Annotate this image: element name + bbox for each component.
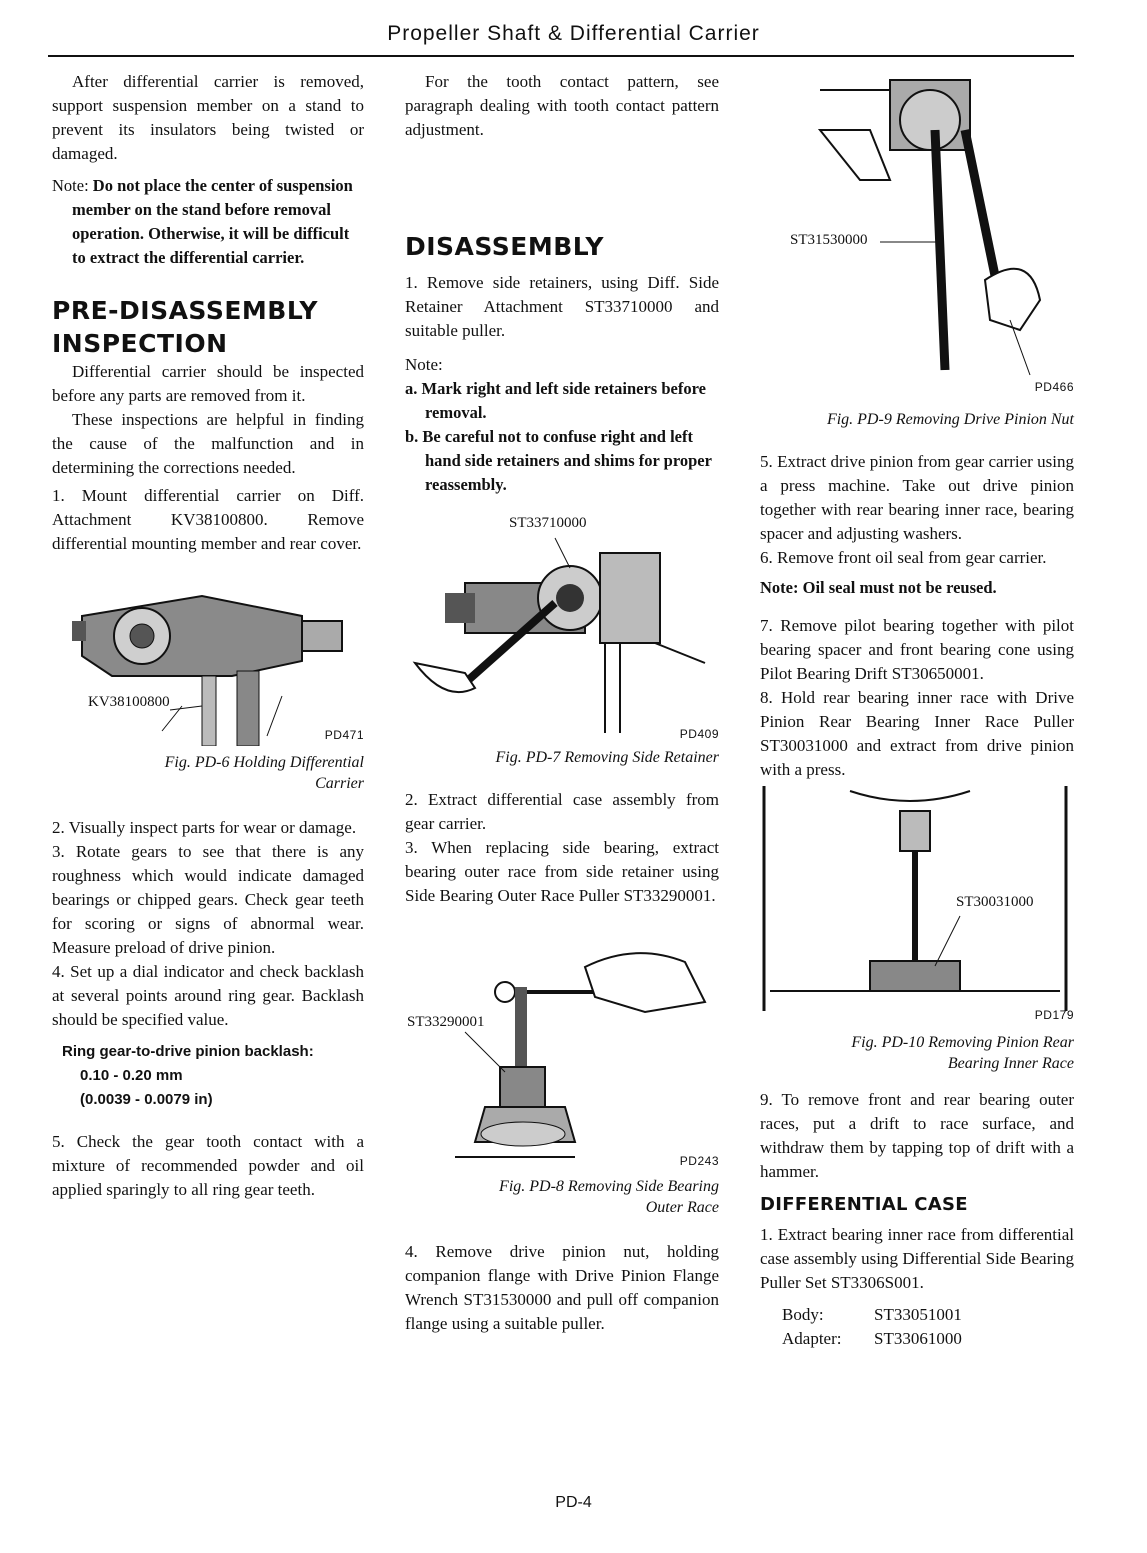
heading-line-1: PRE-DISASSEMBLY [52, 296, 318, 325]
step-9: 9. To remove front and rear bearing outer races, put a drift to race surface, and withdraw them by tapping top of drift with a hammer. [760, 1090, 1074, 1181]
step-3: 3. When replacing side bearing, extract bearing outer race from side retainer using Side Bearing Outer Race Puller ST33290001. [405, 838, 719, 905]
adapter-value: ST33061000 [874, 1329, 962, 1348]
step-4: 4. Remove drive pinion nut, holding companion flange with Drive Pinion Flange Wrench ST31530000 and pull off companion flange using a suitable puller. [405, 1242, 719, 1333]
step-1: 1. Extract bearing inner race from differential case assembly using Differential Side Bearing Puller Set ST3306S001. [760, 1225, 1074, 1292]
step-2: 2. Extract differential case assembly from gear carrier. [405, 790, 719, 833]
body-value: ST33051001 [874, 1305, 962, 1324]
outer-race-puller-illustration [405, 922, 719, 1172]
figure-code: PD179 [1034, 1008, 1074, 1022]
adapter-label: Adapter: [782, 1329, 842, 1348]
section-heading: DIFFERENTIAL CASE [760, 1194, 968, 1215]
figure-callout: ST31530000 [790, 232, 868, 248]
figure-callout: ST33290001 [407, 1014, 485, 1030]
section-heading: DISASSEMBLY [405, 232, 604, 261]
step-7: 7. Remove pilot bearing together with pilot bearing spacer and front bearing cone using Pilot Bearing Drift ST30650001. [760, 616, 1074, 683]
figure-pd6 [52, 576, 364, 746]
note [52, 174, 364, 270]
paragraph: For the tooth contact pattern, see paragraph dealing with tooth contact pattern adjustment. [405, 72, 719, 139]
figure-caption: Fig. PD-8 Removing Side Bearing Outer Race [499, 1178, 719, 1216]
differential-carrier-illustration [52, 576, 364, 746]
column-right [760, 70, 1074, 1351]
heading-line-2: INSPECTION [52, 329, 228, 358]
figure-pd7 [405, 513, 719, 743]
spec-in: (0.0039 - 0.0079 in) [80, 1091, 213, 1108]
spec-label: Ring gear-to-drive pinion backlash: [62, 1043, 314, 1060]
step-4: 4. Set up a dial indicator and check backlash at several points around ring gear. Backlash should be specified value. [52, 962, 364, 1029]
backlash-spec [52, 1040, 364, 1112]
step-2: 2. Visually inspect parts for wear or damage. [52, 818, 357, 837]
note-label: Note: [760, 578, 799, 597]
column-middle [405, 70, 719, 1336]
figure-caption: Fig. PD-10 Removing Pinion Rear Bearing Inner Race [851, 1034, 1074, 1072]
figure-pd10 [760, 786, 1074, 1026]
adapter-row [760, 1327, 1074, 1351]
step-5: 5. Check the gear tooth contact with a mixture of recommended powder and oil applied sparingly to all ring gear teeth. [52, 1132, 364, 1199]
figure-caption: Fig. PD-6 Holding Differential Carrier [164, 754, 364, 792]
figure-code: PD409 [679, 727, 719, 741]
note [760, 576, 1074, 600]
body-row [760, 1303, 1074, 1327]
step-5: 5. Extract drive pinion from gear carrier using a press machine. Take out drive pinion together with rear bearing inner race, bearing spacer and adjusting washers. [760, 452, 1074, 543]
note-label: Note: [405, 355, 443, 374]
body-label: Body: [782, 1305, 824, 1324]
note-text: Oil seal must not be reused. [802, 578, 997, 597]
side-retainer-illustration [405, 513, 719, 743]
spec-mm: 0.10 - 0.20 mm [80, 1067, 183, 1084]
note-text: Do not place the center of suspension member on the stand before removal operation. Otherwise, it will be difficult to extract the differential carrier. [72, 176, 353, 267]
page-header: Propeller Shaft & Differential Carrier [387, 22, 760, 45]
step-1: 1. Remove side retainers, using Diff. Side Retainer Attachment ST33710000 and suitable puller. [405, 273, 719, 340]
step-1: 1. Mount differential carrier on Diff. Attachment KV38100800. Remove differential mounting member and rear cover. [52, 486, 364, 553]
note-a: a. Mark right and left side retainers before removal. [405, 379, 706, 422]
figure-callout: KV38100800 [88, 694, 170, 710]
figure-code: PD466 [1034, 380, 1074, 394]
paragraph: Differential carrier should be inspected before any parts are removed from it. [52, 362, 364, 405]
figure-callout: ST30031000 [956, 894, 1034, 910]
figure-caption: Fig. PD-9 Removing Drive Pinion Nut [826, 411, 1074, 428]
note-label: Note: [52, 176, 89, 195]
header-rule [48, 55, 1074, 57]
figure-caption: Fig. PD-7 Removing Side Retainer [495, 749, 719, 766]
figure-code: PD243 [679, 1154, 719, 1168]
figure-callout: ST33710000 [509, 515, 587, 531]
step-8: 8. Hold rear bearing inner race with Drive Pinion Rear Bearing Inner Race Puller ST30031000 and extract from drive pinion with a press. [760, 688, 1074, 779]
column-left [52, 70, 364, 1202]
step-6: 6. Remove front oil seal from gear carrier. [760, 548, 1047, 567]
figure-code: PD471 [324, 728, 364, 742]
step-3: 3. Rotate gears to see that there is any roughness which would indicate damaged bearings or chipped gears. Check gear teeth for scoring or signs of abnormal wear. Measure preload of drive pinion. [52, 842, 364, 957]
figure-pd9 [760, 70, 1074, 395]
figure-pd8 [405, 922, 719, 1172]
page-number: PD-4 [555, 1494, 592, 1511]
note-b: b. Be careful not to confuse right and left hand side retainers and shims for proper reassembly. [405, 427, 712, 494]
section-heading [52, 294, 364, 360]
paragraph: After differential carrier is removed, support suspension member on a stand to prevent its insulators being twisted or damaged. [52, 72, 364, 163]
paragraph: These inspections are helpful in finding the cause of the malfunction and in determining the corrections needed. [52, 410, 364, 477]
